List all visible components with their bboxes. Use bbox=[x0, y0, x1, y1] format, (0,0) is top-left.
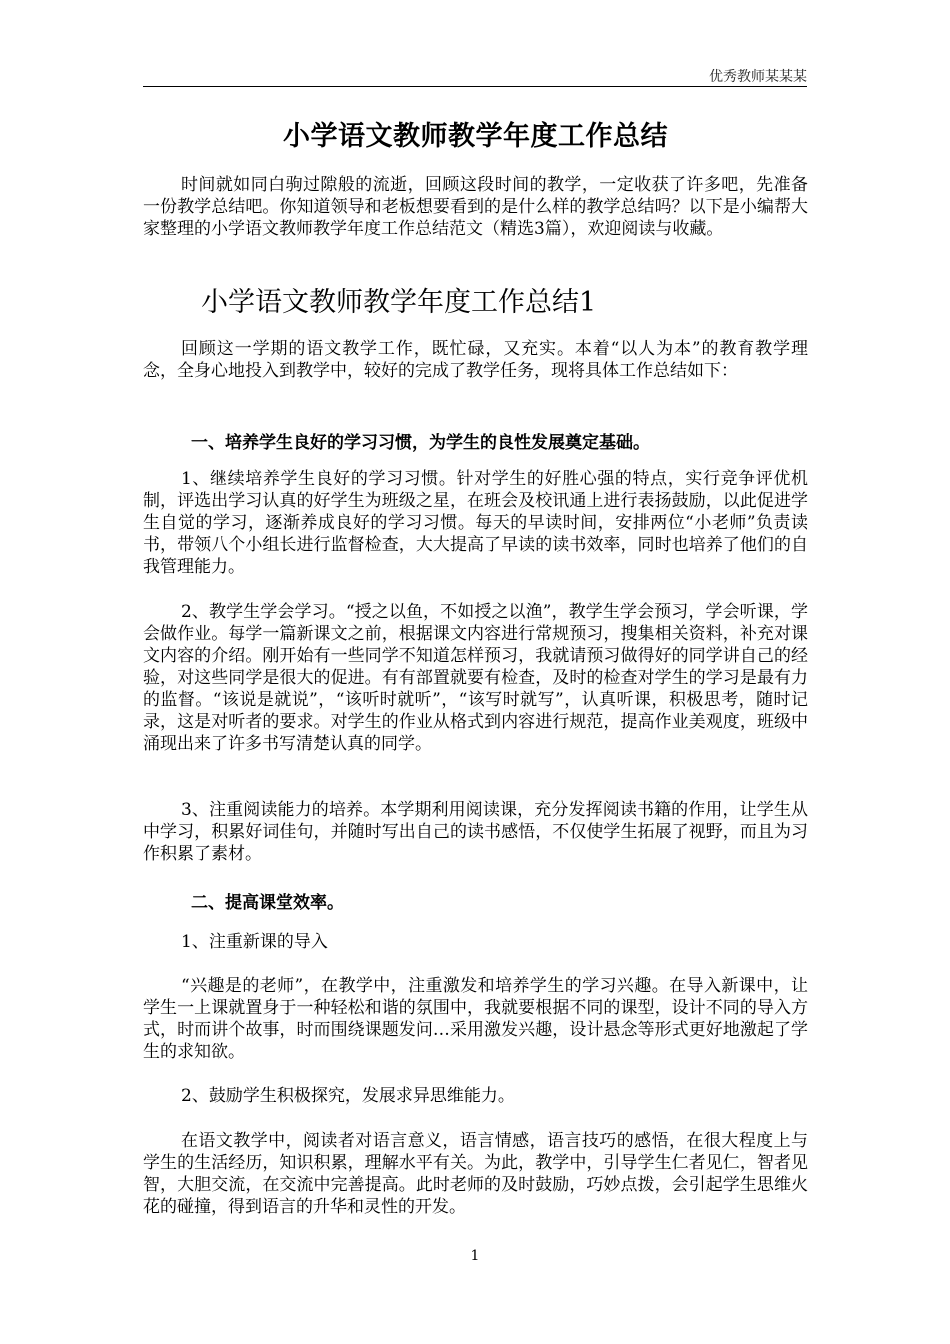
paragraph-habits-1: 1、继续培养学生良好的学习习惯。针对学生的好胜心强的特点，实行竞争评优机制，评选出学习认真的好学生为班级之星，在班会及校讯通上进行表扬鼓励，以此促进学生自觉的学习，逐渐养成良好的学习习惯。每天的早读时间，安排两位“小老师”负责读书，带领八个小组长进行监督检查，大大提高了早读的读书效率，同时也培养了他们的自我管理能力。 bbox=[143, 469, 808, 577]
paragraph-habits-2: 2、教学生学会学习。“授之以鱼，不如授之以渔”，教学生学会预习，学会听课，学会做作业。每学一篇新课文之前，根据课文内容进行常规预习，搜集相关资料，补充对课文内容的介绍。刚开始有一些同学不知道怎样预习，我就请预习做得好的同学讲自己的经验，对这些同学是很大的促进。有有部置就要有检查，及时的检查对学生的学习是最有力的监督。“该说是就说”，“该听时就听”，“该写时就写”，认真听课，积极思考，随时记录，这是对听者的要求。对学生的作业从格式到内容进行规范，提高作业美观度，班级中涌现出来了许多书写清楚认真的同学。 bbox=[143, 602, 808, 754]
paragraph-efficiency-3: 2、鼓励学生积极探究，发展求异思维能力。 bbox=[181, 1086, 515, 1106]
page-number: 1 bbox=[470, 1248, 480, 1264]
paragraph-efficiency-2: “兴趣是的老师”，在教学中，注重激发和培养学生的学习兴趣。在导入新课中，让学生一上课就置身于一种轻松和谐的氛围中，我就要根据不同的课型，设计不同的导入方式，时而讲个故事，时而围绕课题发问…采用激发兴趣，设计悬念等形式更好地激起了学生的求知欲。 bbox=[143, 976, 808, 1062]
intro-paragraph: 时间就如同白驹过隙般的流逝，回顾这段时间的教学，一定收获了许多吧，先准备一份教学总结吧。你知道领导和老板想要看到的是什么样的教学总结吗？以下是小编帮大家整理的小学语文教师教学年度工作总结范文（精选3篇），欢迎阅读与收藏。 bbox=[143, 175, 808, 239]
paragraph-efficiency-1: 1、注重新课的导入 bbox=[181, 932, 328, 952]
paragraph-habits-3: 3、注重阅读能力的培养。本学期利用阅读课，充分发挥阅读书籍的作用，让学生从中学习，积累好词佳句，并随时写出自己的读书感悟，不仅使学生拓展了视野，而且为习作积累了素材。 bbox=[143, 800, 808, 864]
header-divider bbox=[143, 86, 807, 87]
header-author: 优秀教师某某某 bbox=[709, 69, 807, 85]
heading-efficiency: 二、提高课堂效率。 bbox=[191, 893, 344, 913]
document-title: 小学语文教师教学年度工作总结 bbox=[283, 121, 668, 152]
paragraph-efficiency-4: 在语文教学中，阅读者对语言意义，语言情感，语言技巧的感悟，在很大程度上与学生的生活经历，知识积累，理解水平有关。为此，教学中，引导学生仁者见仁，智者见智，大胆交流，在交流中完善提高。此时老师的及时鼓励，巧妙点拨，会引起学生思维火花的碰撞，得到语言的升华和灵性的开发。 bbox=[143, 1131, 808, 1217]
heading-habits: 一、培养学生良好的学习习惯，为学生的良性发展奠定基础。 bbox=[191, 433, 650, 453]
section-title: 小学语文教师教学年度工作总结1 bbox=[201, 287, 597, 318]
paragraph-overview: 回顾这一学期的语文教学工作，既忙碌，又充实。本着“以人为本”的教育教学理念，全身心地投入到教学中，较好的完成了教学任务，现将具体工作总结如下： bbox=[143, 339, 808, 381]
